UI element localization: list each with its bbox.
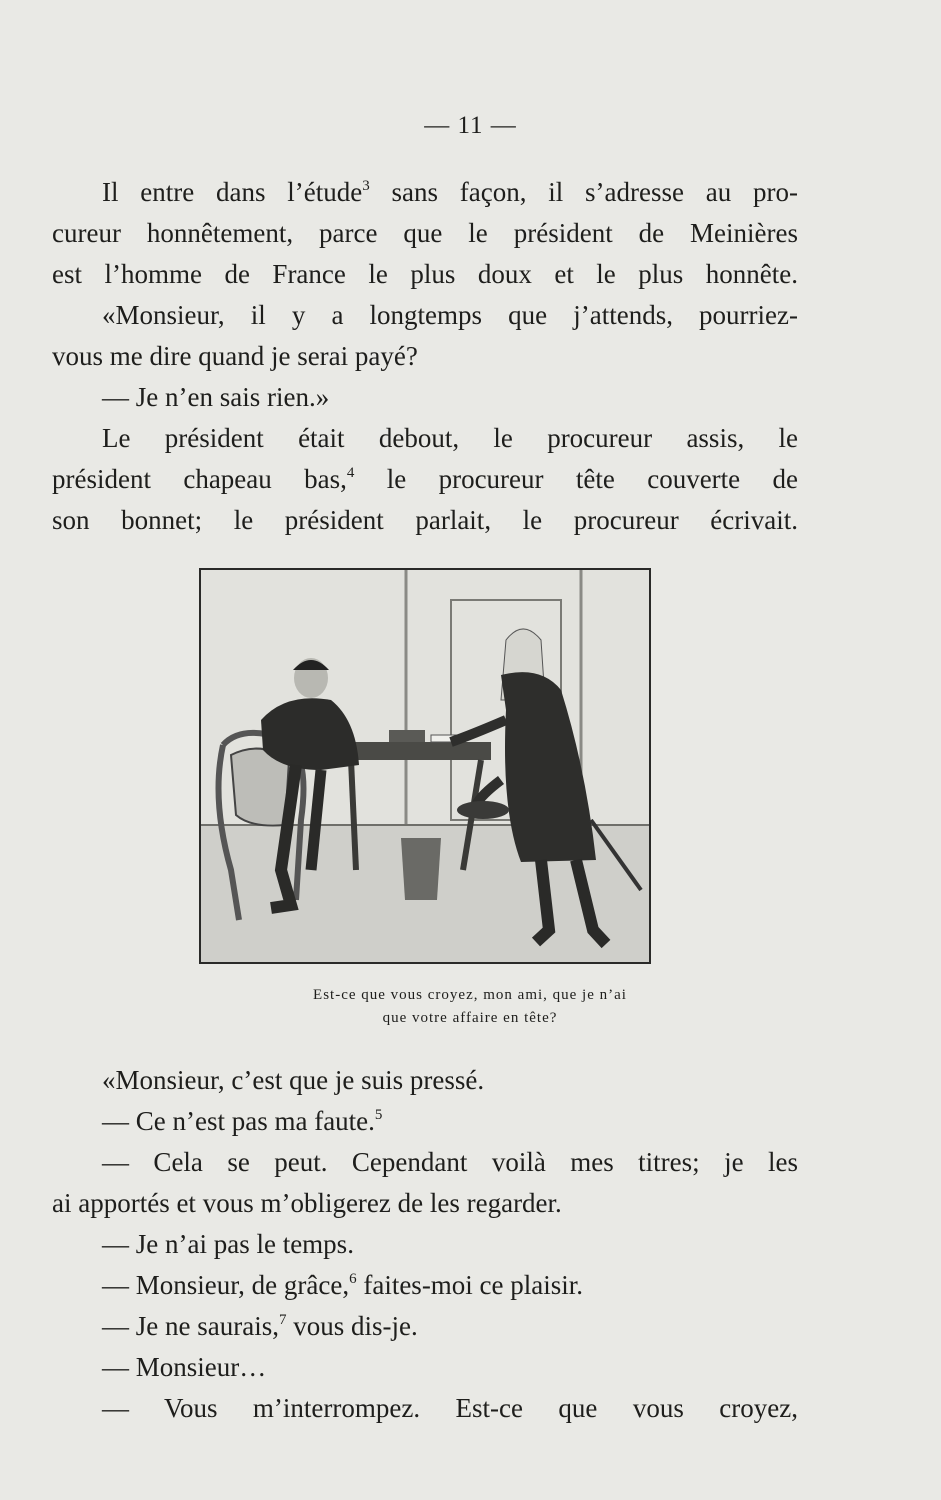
figure-caption <box>150 984 790 1030</box>
text-line: — Je n’ai pas le temps. <box>102 1229 354 1259</box>
text-line: — Vous m’interrompez. Est-ce que vous croyez, <box>102 1393 798 1423</box>
text-line: — Je ne saurais,$^7$ vous dis-je. <box>102 1311 418 1341</box>
text-line: — Monsieur… <box>102 1352 267 1382</box>
footnote-ref: 5 <box>374 1107 383 1123</box>
footnote-ref: 7 <box>278 1312 287 1328</box>
engraving-drawing <box>201 570 649 962</box>
text-line: Le président était debout, le procureur assis, le <box>102 423 798 453</box>
text-line: ai apportés et vous m’obligerez de les regarder. <box>52 1188 562 1218</box>
caption-line: Est-ce que vous croyez, mon ami, que je n’ai <box>313 987 627 1003</box>
text-line: — Cela se peut. Cependant voilà mes titres; je les <box>102 1147 798 1177</box>
text-line: — Ce n’est pas ma faute.$^5$ <box>102 1106 383 1136</box>
text-line: — Monsieur, de grâce,$^6$ faites-moi ce plaisir. <box>102 1270 584 1300</box>
text-line: son bonnet; le président parlait, le procureur écrivait. <box>52 505 798 535</box>
page-number: — 11 — <box>424 112 517 139</box>
text-line: «Monsieur, c’est que je suis pressé. <box>102 1065 485 1095</box>
text-line: «Monsieur, il y a longtemps que j’attends, pourriez- <box>102 300 798 330</box>
paragraph-block-2 <box>52 1060 798 1429</box>
text-line: vous me dire quand je serai payé? <box>52 341 418 371</box>
text-line: cureur honnêtement, parce que le président de Meinières <box>52 218 798 248</box>
footnote-ref: 4 <box>346 465 355 481</box>
text-line: est l’homme de France le plus doux et le plus honnête. <box>52 259 798 289</box>
caption-line: que votre affaire en tête? <box>382 1010 558 1026</box>
text-line: Il entre dans l’étude$^3$ sans façon, il s’adresse au pro- <box>102 177 799 207</box>
text-line: — Je n’en sais rien.» <box>102 382 330 412</box>
footnote-ref: 6 <box>349 1271 357 1287</box>
footnote-ref: 3 <box>362 178 370 194</box>
text-line: président chapeau bas,$^4$ le procureur tête couverte de <box>52 464 798 494</box>
paragraph-block-1 <box>52 172 798 541</box>
engraving-illustration <box>199 568 651 964</box>
